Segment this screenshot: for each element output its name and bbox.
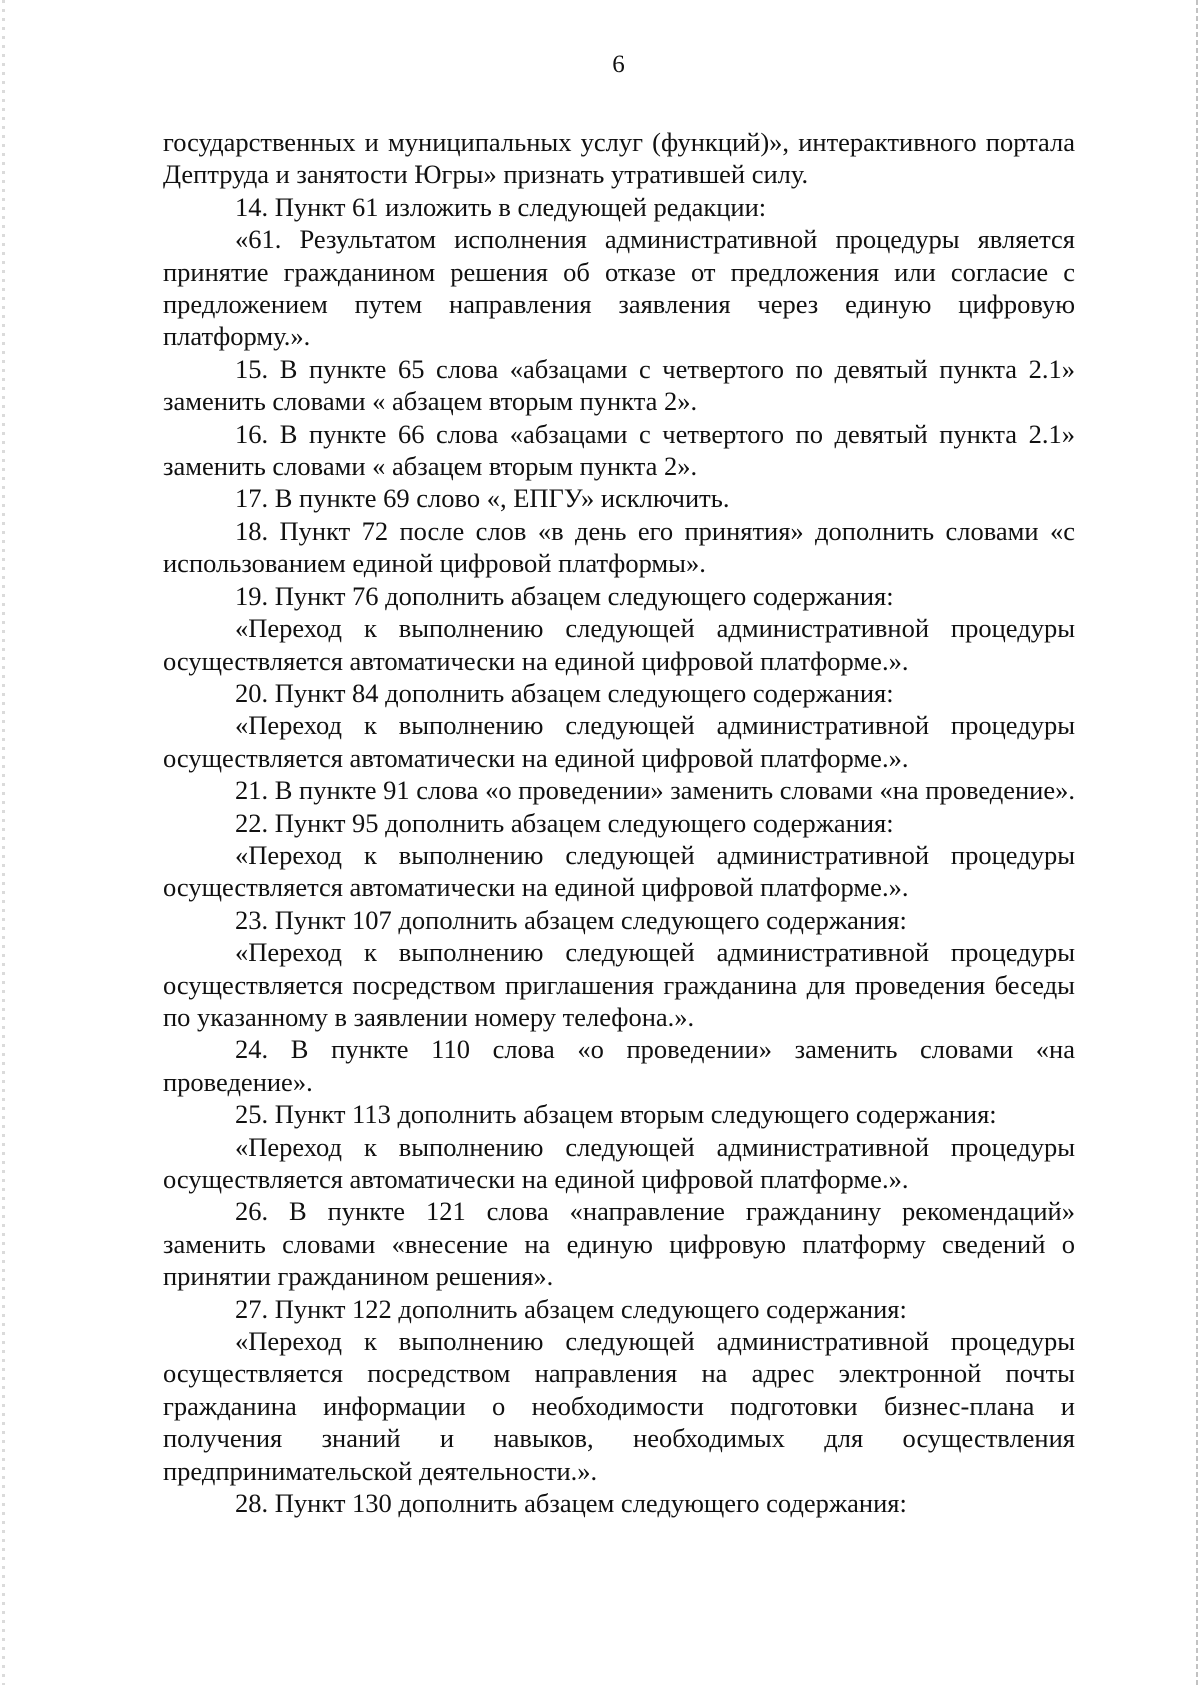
paragraph: 14. Пункт 61 изложить в следующей редакции:: [235, 191, 767, 222]
scan-edge-right: [1196, 0, 1198, 1685]
paragraph: «Переход к выполнению следующей административной процедуры осуществляется автоматически на единой цифровой платформе.».: [163, 613, 1075, 676]
paragraph: «Переход к выполнению следующей административной процедуры осуществляется посредством направления на адрес электронной почты гражданина информации о необходимости подготовки бизнес-плана и получения знаний и навыков, необходимых для осуществления предпринимательской деятельности.».: [163, 1326, 1075, 1486]
paragraph: 15. В пункте 65 слова «абзацами с четвертого по девятый пункта 2.1» заменить словами « абзацем вторым пункта 2».: [163, 353, 1075, 417]
document-body: [163, 126, 1075, 1519]
paragraph: 25. Пункт 113 дополнить абзацем вторым следующего содержания:: [235, 1099, 997, 1130]
scan-edge-left: [2, 0, 5, 1685]
paragraph: 26. В пункте 121 слова «направление гражданину рекомендаций» заменить словами «внесение на единую цифровую платформу сведений о принятии гражданином решения».: [163, 1196, 1075, 1292]
paragraph: 22. Пункт 95 дополнить абзацем следующего содержания:: [235, 807, 894, 838]
paragraph: 17. В пункте 69 слово «, ЕПГУ» исключить.: [235, 483, 730, 514]
paragraph: «61. Результатом исполнения административной процедуры является принятие гражданином решения об отказе от предложения или согласие с предложением путем направления заявления через единую цифровую платформу.».: [163, 224, 1075, 352]
paragraph: 20. Пункт 84 дополнить абзацем следующего содержания:: [235, 677, 894, 708]
paragraph: 16. В пункте 66 слова «абзацами с четвертого по девятый пункта 2.1» заменить словами « абзацем вторым пункта 2».: [163, 418, 1075, 482]
paragraph: «Переход к выполнению следующей административной процедуры осуществляется автоматически на единой цифровой платформе.».: [163, 710, 1075, 773]
paragraph: «Переход к выполнению следующей административной процедуры осуществляется посредством приглашения гражданина для проведения беседы по указанному в заявлении номеру телефона.».: [163, 937, 1075, 1032]
paragraph: 28. Пункт 130 дополнить абзацем следующего содержания:: [235, 1488, 907, 1519]
paragraph: «Переход к выполнению следующей административной процедуры осуществляется автоматически на единой цифровой платформе.».: [163, 1131, 1075, 1194]
paragraph: 24. В пункте 110 слова «о проведении» заменить словами «на проведение».: [163, 1034, 1075, 1097]
paragraph: 21. В пункте 91 слова «о проведении» заменить словами «на проведение».: [235, 775, 1075, 806]
page-number: 6: [612, 51, 625, 78]
paragraph: 19. Пункт 76 дополнить абзацем следующего содержания:: [235, 580, 894, 611]
paragraph: 18. Пункт 72 после слов «в день его принятия» дополнить словами «с использованием единой цифровой платформы».: [163, 515, 1075, 579]
paragraph: 27. Пункт 122 дополнить абзацем следующего содержания:: [235, 1293, 907, 1324]
paragraph: 23. Пункт 107 дополнить абзацем следующего содержания:: [235, 904, 907, 935]
paragraph: государственных и муниципальных услуг (функций)», интерактивного портала Дептруда и занятости Югры» признать утратившей силу.: [163, 127, 1075, 190]
paragraph: «Переход к выполнению следующей административной процедуры осуществляется автоматически на единой цифровой платформе.».: [163, 839, 1075, 903]
